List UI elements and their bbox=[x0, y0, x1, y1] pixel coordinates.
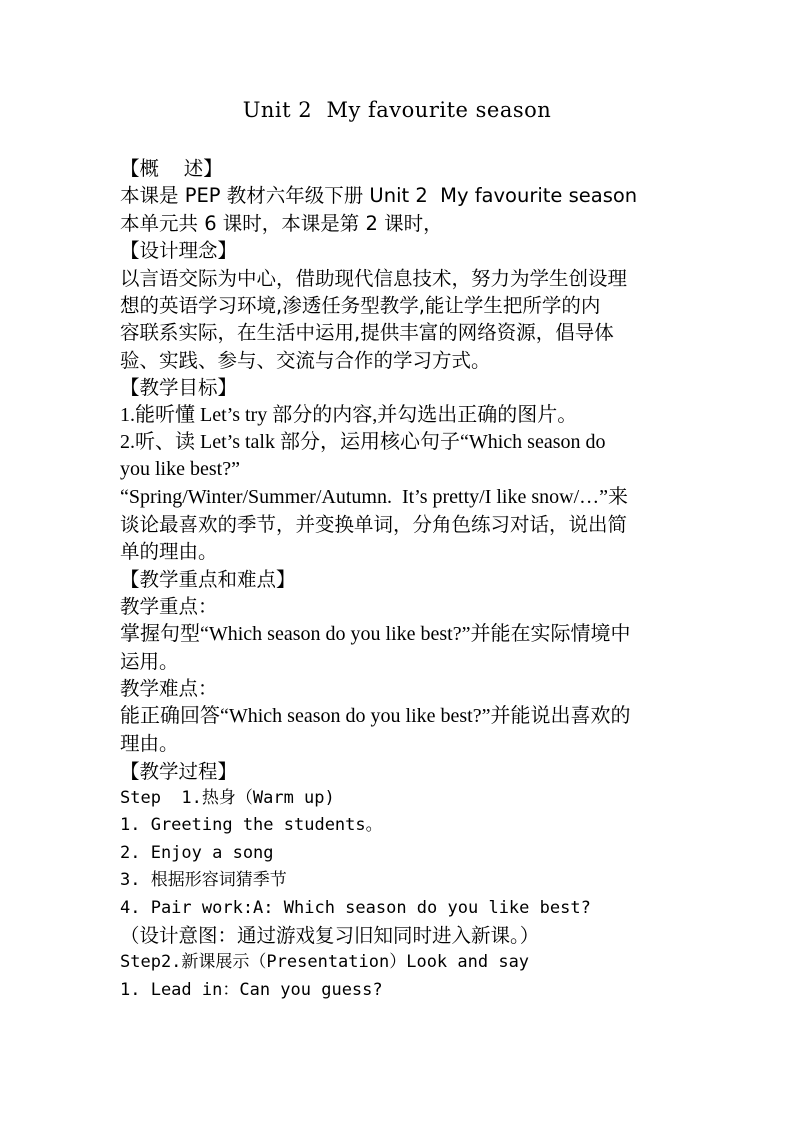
text-line: 谈论最喜欢的季节，并变换单词，分角色练习对话，说出简 bbox=[120, 513, 628, 537]
text-line: 3. 根据形容词猜季节 bbox=[120, 870, 287, 891]
text-line: Step 1.热身（Warm up) bbox=[120, 787, 335, 808]
text-line: 理由。 bbox=[120, 732, 179, 756]
text-line: 2. Enjoy a song bbox=[120, 842, 274, 863]
text-line: you like best?” bbox=[120, 458, 240, 481]
text-line: “Spring/Winter/Summer/Autumn. It’s pretty/I like snow/…”来 bbox=[120, 485, 629, 508]
text-line: 4. Pair work:A: Which season do you like best? bbox=[120, 897, 591, 918]
document-body bbox=[120, 155, 680, 1004]
text-line: 以言语交际为中心，借助现代信息技术，努力为学生创设理 bbox=[120, 266, 628, 290]
text-line: 2.听、读 Let’s talk 部分，运用核心句子“Which season do bbox=[120, 430, 606, 453]
text-line: 能正确回答“Which season do you like best?”并能说出喜欢的 bbox=[120, 704, 631, 727]
text-line: 【教学重点和难点】 bbox=[120, 567, 296, 591]
text-line: 容联系实际，在生活中运用,提供丰富的网络资源，倡导体 bbox=[120, 321, 614, 345]
text-line: 【设计理念】 bbox=[120, 239, 238, 263]
text-line: 【教学过程】 bbox=[120, 759, 238, 783]
text-line: 本课是 PEP 教材六年级下册 Unit 2 My favourite season bbox=[120, 184, 638, 208]
text-line: 教学难点： bbox=[120, 677, 218, 701]
text-line: 1. Greeting the students。 bbox=[120, 815, 383, 836]
text-line: 本单元共 6 课时，本课是第 2 课时， bbox=[120, 211, 443, 235]
text-line: 教学重点： bbox=[120, 595, 218, 619]
text-line: 1. Lead in：Can you guess? bbox=[120, 979, 383, 1000]
text-line: 掌握句型“Which season do you like best?”并能在实际情境中 bbox=[120, 622, 631, 645]
text-line: 【概 述】 bbox=[120, 157, 223, 180]
text-line: （设计意图：通过游戏复习旧知同时进入新课。） bbox=[120, 923, 540, 947]
text-line: 单的理由。 bbox=[120, 540, 218, 564]
text-line: 运用。 bbox=[120, 650, 179, 674]
text-line: 【教学目标】 bbox=[120, 376, 238, 400]
text-line: 想的英语学习环境,渗透任务型教学,能让学生把所学的内 bbox=[120, 293, 601, 317]
text-line: Step2.新课展示（Presentation）Look and say bbox=[120, 952, 530, 973]
text-line: 1.能听懂 Let’s try 部分的内容,并勾选出正确的图片。 bbox=[120, 403, 578, 426]
document-title: Unit 2 My favourite season bbox=[242, 98, 552, 122]
text-line: 验、实践、参与、交流与合作的学习方式。 bbox=[120, 348, 491, 372]
